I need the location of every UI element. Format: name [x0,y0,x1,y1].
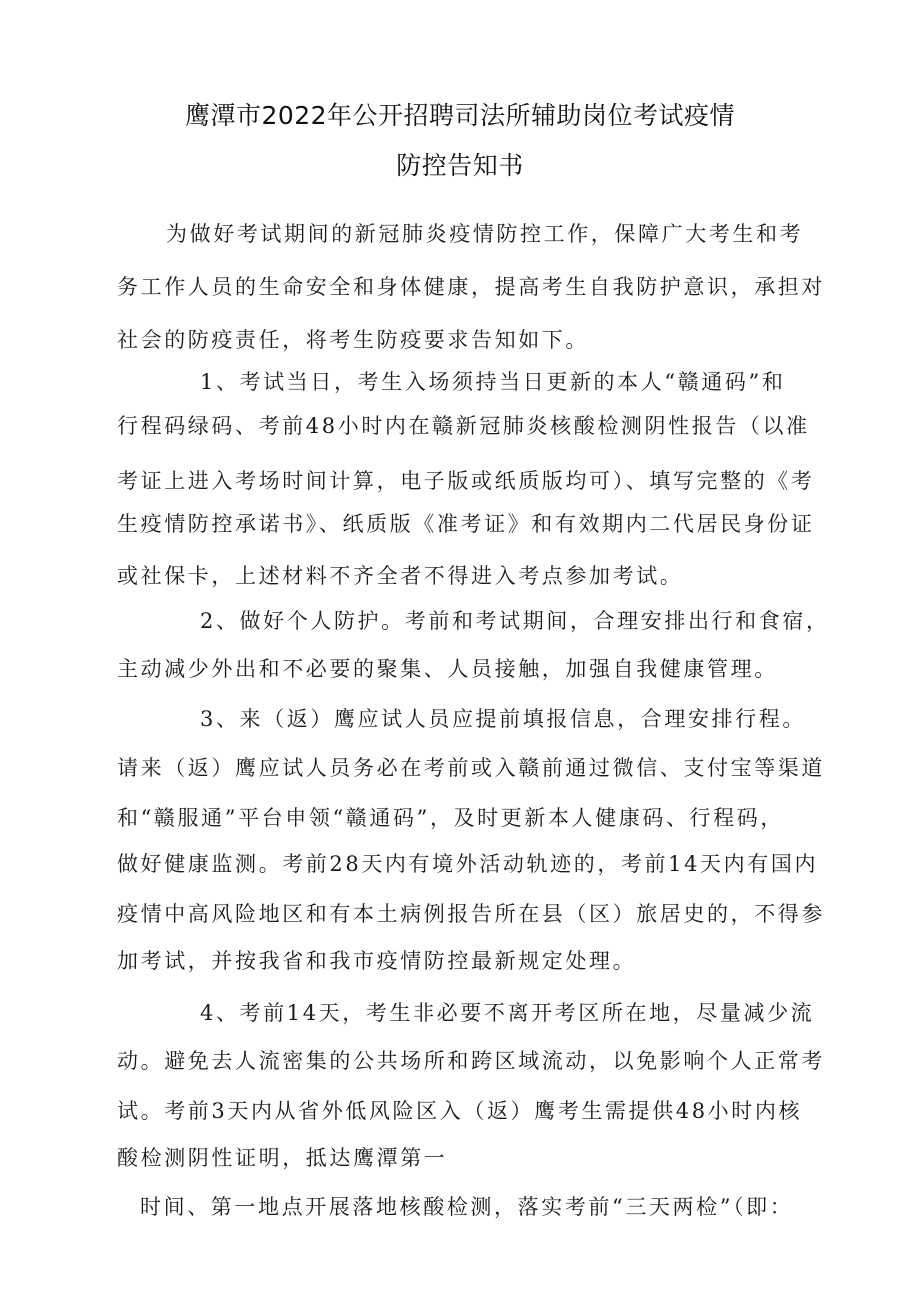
item-4-line: 酸检测阴性证明，抵达鹰潭第一 [117,1146,448,1170]
item-3-line: 请来（返）鹰应试人员务必在考前或入赣前通过微信、支付宝等渠道 [117,756,825,780]
item-1-line: 生疫情防控承诺书》、纸质版《准考证》和有效期内二代居民身份证 [117,512,815,536]
item-3-line: 做好健康监测。考前28天内有境外活动轨迹的，考前14天内有国内 [117,852,819,876]
item-1-line: 行程码绿码、考前48小时内在赣新冠肺炎核酸检测阴性报告（以准 [117,414,810,438]
item-4-line: 4、考前14天，考生非必要不离开考区所在地，尽量减少流 [200,1001,815,1025]
document-title-line-2: 防控告知书 [396,151,524,180]
item-3-line: 加考试，并按我省和我市疫情防控最新规定处理。 [117,949,637,973]
item-3-line: 和“赣服通”平台申领“赣通码”，及时更新本人健康码、行程码， [117,806,784,830]
continuation-line: 时间、第一地点开展落地核酸检测，落实考前“三天两检”（即： [140,1195,794,1219]
item-2-line: 2、做好个人防护。考前和考试期间，合理安排出行和食宿， [200,609,830,633]
item-4-line: 试。考前3天内从省外低风险区入（返）鹰考生需提供48小时内核 [117,1099,803,1123]
item-1-line: 或社保卡，上述材料不齐全者不得进入考点参加考试。 [117,564,684,588]
intro-line: 为做好考试期间的新冠肺炎疫情防控工作，保障广大考生和考 [166,222,804,246]
item-1-line: 考证上进入考场时间计算，电子版或纸质版均可）、填写完整的《考 [117,469,815,493]
item-2-line: 主动减少外出和不必要的聚集、人员接触，加强自我健康管理。 [117,657,778,681]
item-3-line: 疫情中高风险地区和有本土病例报告所在县（区）旅居史的，不得参 [117,902,825,926]
item-3-line: 3、来（返）鹰应试人员应提前填报信息，合理安排行程。 [200,707,806,731]
item-4-line: 动。避免去人流密集的公共场所和跨区域流动，以免影响个人正常考 [117,1049,825,1073]
document-title-line-1: 鹰潭市2022年公开招聘司法所辅助岗位考试疫情 [184,101,736,130]
item-1-line: 1、考试当日，考生入场须持当日更新的本人“赣通码”和 [200,370,786,394]
intro-line: 社会的防疫责任，将考生防疫要求告知如下。 [117,328,589,352]
intro-line: 务工作人员的生命安全和身体健康，提高考生自我防护意识，承担对 [117,275,825,299]
